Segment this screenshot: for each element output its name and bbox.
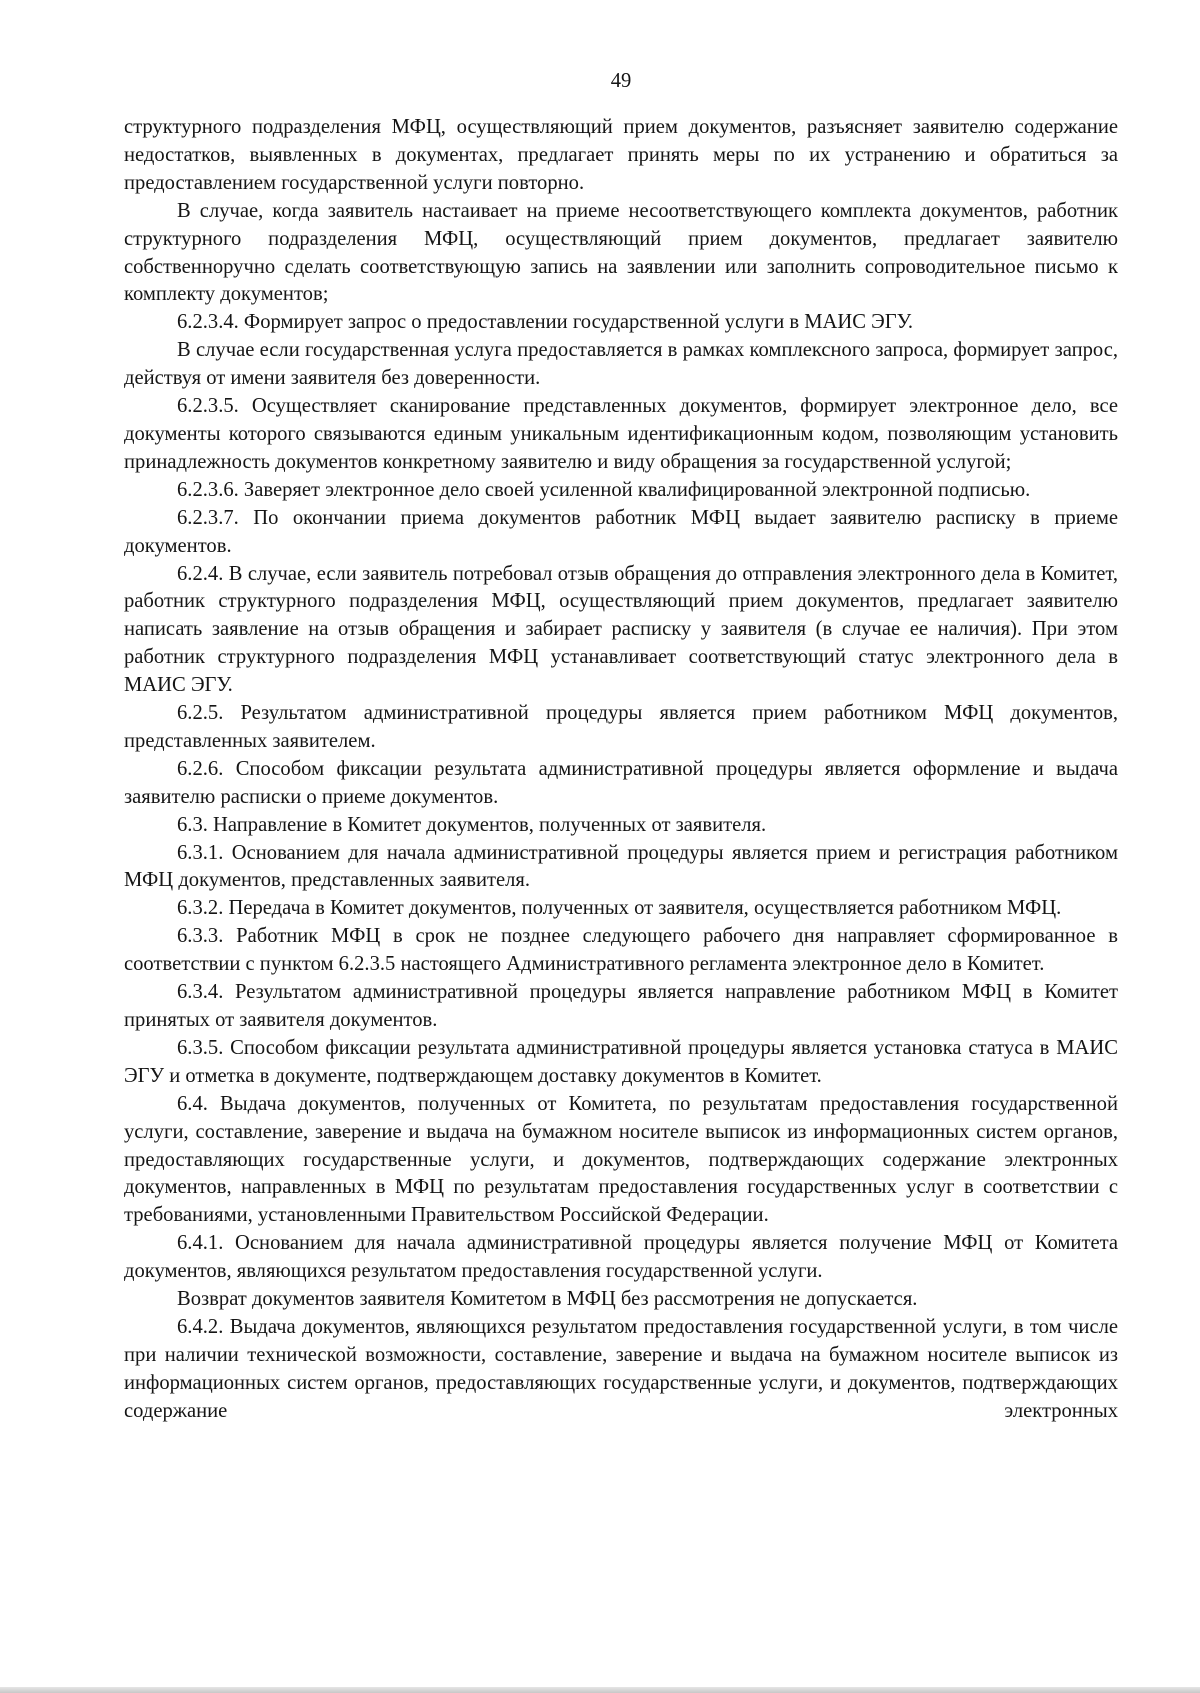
- paragraph: 6.3.3. Работник МФЦ в срок не позднее следующего рабочего дня направляет сформированное в соответствии с пунктом 6.2.3.5 настоящего Административного регламента электронное дело в Комитет.: [124, 925, 1118, 976]
- paragraph: 6.3.5. Способом фиксации результата административной процедуры является установка статуса в МАИС ЭГУ и отметка в документе, подтверждающем доставку документов в Комитет.: [124, 1036, 1118, 1087]
- paragraph: 6.3.1. Основанием для начала административной процедуры является прием и регистрация работником МФЦ документов, представленных заявителя.: [124, 841, 1118, 892]
- section-heading: 6.3. Направление в Комитет документов, полученных от заявителя.: [177, 813, 767, 836]
- page-number: 49: [610, 70, 632, 92]
- paragraph: 6.2.3.4. Формирует запрос о предоставлении государственной услуги в МАИС ЭГУ.: [177, 311, 914, 334]
- paragraph: 6.3.2. Передача в Комитет документов, полученных от заявителя, осуществляется работником МФЦ.: [177, 897, 1062, 920]
- scan-bottom-edge: [0, 1687, 1200, 1693]
- paragraph: 6.3.4. Результатом административной процедуры является направление работником МФЦ в Комитет принятых от заявителя документов.: [124, 981, 1118, 1031]
- paragraph: 6.2.3.6. Заверяет электронное дело своей усиленной квалифицированной электронной подписью.: [177, 478, 1031, 501]
- paragraph: Возврат документов заявителя Комитетом в МФЦ без рассмотрения не допускается.: [177, 1288, 918, 1311]
- paragraph: 6.2.3.5. Осуществляет сканирование представленных документов, формирует электронное дело, все документы которого связываются единым уникальным идентификационным кодом, позволяющим установить принадлежность документов конкретному заявителю и виду обращения за государственной услугой;: [124, 395, 1118, 473]
- paragraph: 6.2.4. В случае, если заявитель потребовал отзыв обращения до отправления электронного дела в Комитет, работник структурного подразделения МФЦ, осуществляющий прием документов, предлагает заявителю написать заявление на отзыв обращения и забирает расписку у заявителя (в случае ее наличия). При этом работник структурного подразделения МФЦ устанавливает соответствующий статус электронного дела в МАИС ЭГУ.: [124, 562, 1118, 697]
- paragraph: 6.4.2. Выдача документов, являющихся результатом предоставления государственной услуги, в том числе при наличии технической возможности, составление, заверение и выдача на бумажном носителе выписок из информационных систем органов, предоставляющих государственные услуги, и документов, подтверждающих содержание электронных: [124, 1315, 1118, 1422]
- paragraph: 6.2.5. Результатом административной процедуры является прием работником МФЦ документов, представленных заявителем.: [124, 702, 1118, 752]
- section-heading: 6.4. Выдача документов, полученных от Комитета, по результатам предоставления государственной услуги, составление, заверение и выдача на бумажном носителе выписок из информационных систем органов, предоставляющих государственные услуги, и документов, подтверждающих содержание электронных документов, направленных в МФЦ по результатам предоставления государственных услуг в соответствии с требованиями, установленными Правительством Российской Федерации.: [124, 1092, 1118, 1227]
- paragraph: 6.4.1. Основанием для начала административной процедуры является получение МФЦ от Комитета документов, являющихся результатом предоставления государственной услуги.: [124, 1232, 1118, 1283]
- paragraph: В случае если государственная услуга предоставляется в рамках комплексного запроса, формирует запрос, действуя от имени заявителя без доверенности.: [124, 339, 1118, 390]
- paragraph: 6.2.3.7. По окончании приема документов работник МФЦ выдает заявителю расписку в приеме документов.: [124, 506, 1118, 557]
- paragraph: структурного подразделения МФЦ, осуществляющий прием документов, разъясняет заявителю содержание недостатков, выявленных в документах, предлагает принять меры по их устранению и обратиться за предоставлением государственной услуги повторно.: [124, 116, 1118, 194]
- paragraph: 6.2.6. Способом фиксации результата административной процедуры является оформление и выдача заявителю расписки о приеме документов.: [124, 757, 1118, 808]
- paragraph: В случае, когда заявитель настаивает на приеме несоответствующего комплекта документов, работник структурного подразделения МФЦ, осуществляющий прием документов, предлагает заявителю собственноручно сделать соответствующую запись на заявлении или заполнить сопроводительное письмо к комплекту документов;: [124, 199, 1118, 306]
